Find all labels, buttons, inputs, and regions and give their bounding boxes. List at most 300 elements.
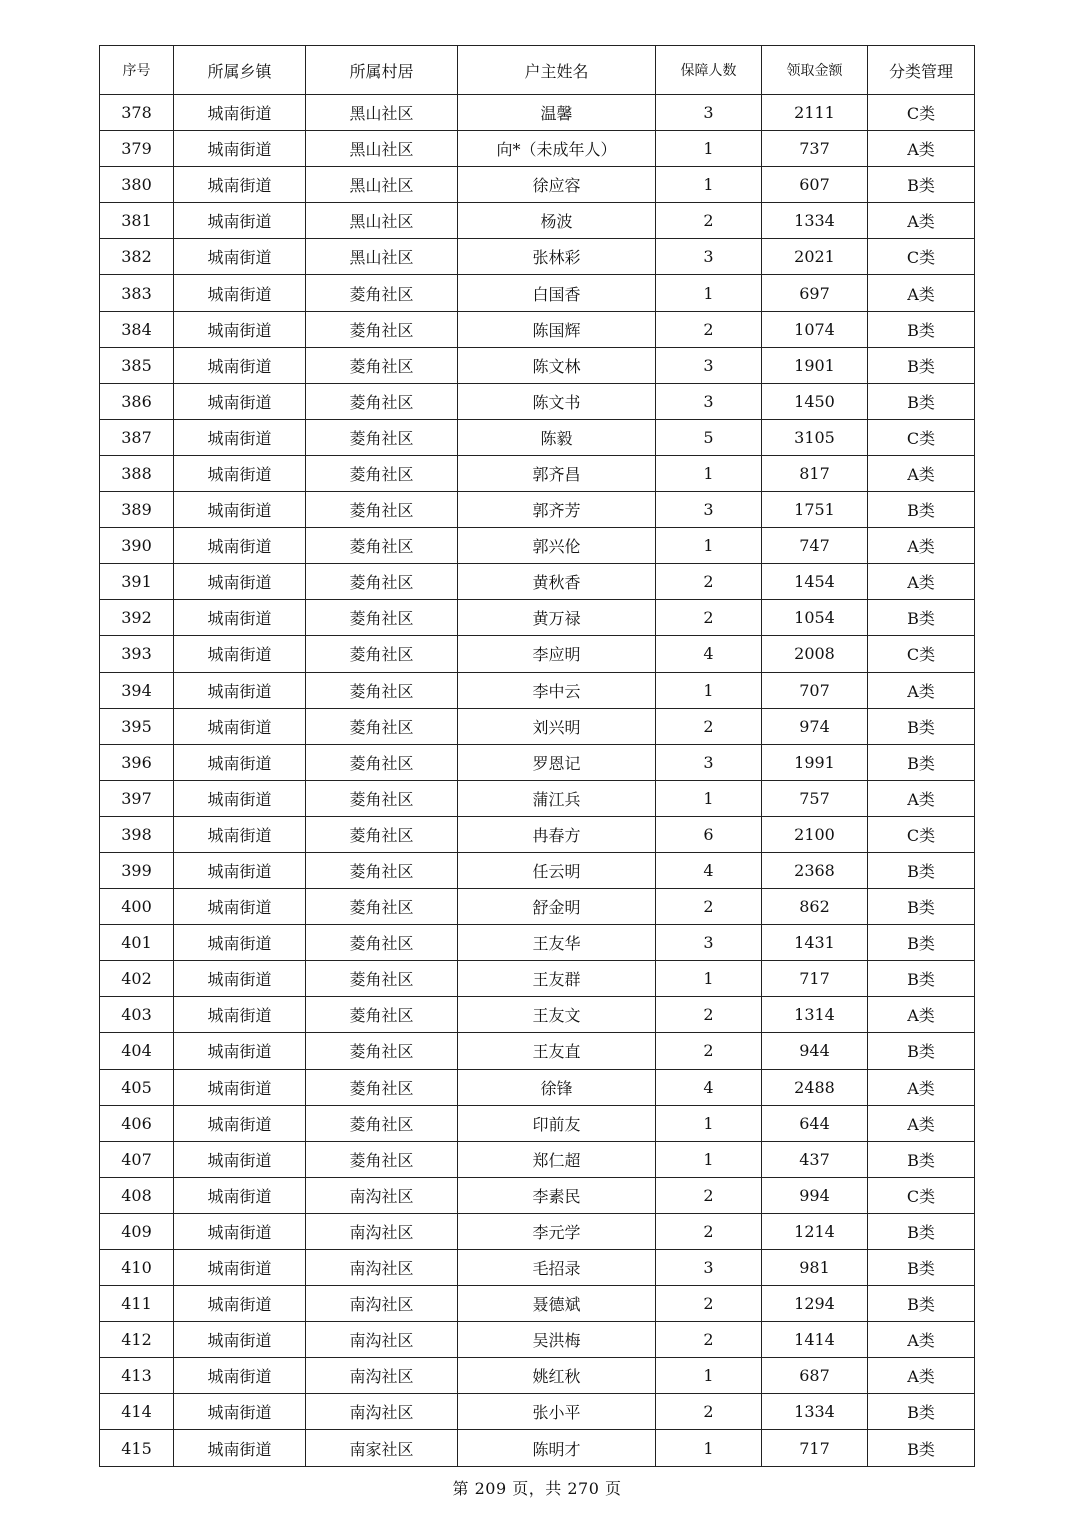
cell-insured-count: 3 (656, 383, 762, 419)
cell-householder: 聂德斌 (458, 1286, 656, 1322)
cell-insured-count: 2 (656, 600, 762, 636)
cell-category: B类 (868, 925, 975, 961)
cell-village: 黑山社区 (306, 167, 458, 203)
cell-serial: 414 (100, 1394, 174, 1430)
cell-amount: 1074 (762, 311, 868, 347)
cell-category: A类 (868, 528, 975, 564)
cell-township: 城南街道 (174, 1105, 306, 1141)
header-insured-count: 保障人数 (656, 46, 762, 95)
cell-township: 城南街道 (174, 672, 306, 708)
cell-village: 菱角社区 (306, 780, 458, 816)
cell-serial: 393 (100, 636, 174, 672)
header-row (100, 46, 975, 95)
cell-householder: 杨波 (458, 203, 656, 239)
cell-village: 南沟社区 (306, 1358, 458, 1394)
cell-householder: 郭齐芳 (458, 492, 656, 528)
table-row (100, 1250, 975, 1286)
cell-serial: 410 (100, 1250, 174, 1286)
cell-village: 黑山社区 (306, 131, 458, 167)
cell-category: B类 (868, 383, 975, 419)
cell-serial: 378 (100, 95, 174, 131)
cell-amount: 2100 (762, 816, 868, 852)
cell-village: 菱角社区 (306, 275, 458, 311)
cell-insured-count: 1 (656, 780, 762, 816)
cell-category: C类 (868, 95, 975, 131)
cell-insured-count: 1 (656, 455, 762, 491)
cell-amount: 1214 (762, 1213, 868, 1249)
cell-serial: 389 (100, 492, 174, 528)
cell-village: 菱角社区 (306, 925, 458, 961)
table-row (100, 1141, 975, 1177)
cell-householder: 王友群 (458, 961, 656, 997)
cell-township: 城南街道 (174, 1141, 306, 1177)
cell-township: 城南街道 (174, 239, 306, 275)
table-row (100, 95, 975, 131)
cell-amount: 757 (762, 780, 868, 816)
cell-category: A类 (868, 1358, 975, 1394)
cell-householder: 任云明 (458, 852, 656, 888)
cell-category: A类 (868, 1105, 975, 1141)
cell-village: 南沟社区 (306, 1286, 458, 1322)
table-header (100, 46, 975, 95)
cell-township: 城南街道 (174, 600, 306, 636)
cell-serial: 384 (100, 311, 174, 347)
cell-insured-count: 4 (656, 1069, 762, 1105)
cell-insured-count: 2 (656, 1322, 762, 1358)
cell-township: 城南街道 (174, 528, 306, 564)
cell-amount: 944 (762, 1033, 868, 1069)
table-row (100, 239, 975, 275)
cell-township: 城南街道 (174, 744, 306, 780)
cell-amount: 737 (762, 131, 868, 167)
cell-category: A类 (868, 455, 975, 491)
cell-householder: 蒲江兵 (458, 780, 656, 816)
table-row (100, 1286, 975, 1322)
header-householder: 户主姓名 (458, 46, 656, 95)
cell-amount: 2488 (762, 1069, 868, 1105)
cell-township: 城南街道 (174, 780, 306, 816)
cell-amount: 717 (762, 961, 868, 997)
cell-township: 城南街道 (174, 1358, 306, 1394)
table-row (100, 528, 975, 564)
header-amount: 领取金额 (762, 46, 868, 95)
cell-village: 菱角社区 (306, 708, 458, 744)
cell-insured-count: 1 (656, 275, 762, 311)
cell-insured-count: 4 (656, 852, 762, 888)
cell-village: 菱角社区 (306, 961, 458, 997)
cell-township: 城南街道 (174, 708, 306, 744)
cell-amount: 644 (762, 1105, 868, 1141)
table-row (100, 1394, 975, 1430)
cell-insured-count: 1 (656, 131, 762, 167)
cell-insured-count: 2 (656, 311, 762, 347)
cell-householder: 张林彩 (458, 239, 656, 275)
cell-householder: 黄秋香 (458, 564, 656, 600)
cell-householder: 徐锋 (458, 1069, 656, 1105)
cell-householder: 毛招录 (458, 1250, 656, 1286)
cell-serial: 411 (100, 1286, 174, 1322)
cell-village: 菱角社区 (306, 492, 458, 528)
header-category: 分类管理 (868, 46, 975, 95)
cell-householder: 陈毅 (458, 419, 656, 455)
cell-insured-count: 2 (656, 889, 762, 925)
cell-insured-count: 1 (656, 1141, 762, 1177)
cell-category: A类 (868, 997, 975, 1033)
cell-householder: 陈文林 (458, 347, 656, 383)
cell-category: A类 (868, 564, 975, 600)
cell-category: B类 (868, 961, 975, 997)
cell-serial: 387 (100, 419, 174, 455)
cell-village: 菱角社区 (306, 1033, 458, 1069)
cell-category: C类 (868, 419, 975, 455)
cell-village: 菱角社区 (306, 852, 458, 888)
cell-village: 菱角社区 (306, 636, 458, 672)
table-row (100, 816, 975, 852)
cell-householder: 李应明 (458, 636, 656, 672)
cell-township: 城南街道 (174, 383, 306, 419)
cell-category: B类 (868, 1250, 975, 1286)
cell-insured-count: 2 (656, 564, 762, 600)
cell-category: B类 (868, 744, 975, 780)
table-row (100, 780, 975, 816)
cell-township: 城南街道 (174, 167, 306, 203)
cell-insured-count: 1 (656, 1430, 762, 1466)
cell-serial: 394 (100, 672, 174, 708)
cell-insured-count: 2 (656, 997, 762, 1033)
cell-amount: 862 (762, 889, 868, 925)
cell-amount: 1334 (762, 203, 868, 239)
cell-township: 城南街道 (174, 1250, 306, 1286)
cell-category: B类 (868, 1033, 975, 1069)
cell-serial: 415 (100, 1430, 174, 1466)
cell-serial: 413 (100, 1358, 174, 1394)
cell-village: 南沟社区 (306, 1394, 458, 1430)
cell-serial: 380 (100, 167, 174, 203)
cell-amount: 981 (762, 1250, 868, 1286)
cell-category: B类 (868, 852, 975, 888)
cell-insured-count: 2 (656, 203, 762, 239)
cell-householder: 姚红秋 (458, 1358, 656, 1394)
cell-village: 南家社区 (306, 1430, 458, 1466)
cell-amount: 1454 (762, 564, 868, 600)
cell-householder: 吴洪梅 (458, 1322, 656, 1358)
cell-township: 城南街道 (174, 419, 306, 455)
cell-serial: 402 (100, 961, 174, 997)
cell-serial: 391 (100, 564, 174, 600)
cell-category: A类 (868, 780, 975, 816)
cell-amount: 2008 (762, 636, 868, 672)
cell-village: 黑山社区 (306, 203, 458, 239)
cell-insured-count: 6 (656, 816, 762, 852)
table-row (100, 1213, 975, 1249)
cell-insured-count: 4 (656, 636, 762, 672)
cell-amount: 1901 (762, 347, 868, 383)
table-row (100, 1322, 975, 1358)
cell-serial: 408 (100, 1177, 174, 1213)
cell-householder: 刘兴明 (458, 708, 656, 744)
table-row (100, 636, 975, 672)
table-row (100, 997, 975, 1033)
cell-householder: 舒金明 (458, 889, 656, 925)
cell-township: 城南街道 (174, 311, 306, 347)
cell-serial: 404 (100, 1033, 174, 1069)
cell-serial: 392 (100, 600, 174, 636)
cell-insured-count: 3 (656, 95, 762, 131)
cell-township: 城南街道 (174, 1394, 306, 1430)
table-row (100, 925, 975, 961)
cell-serial: 407 (100, 1141, 174, 1177)
table-row (100, 383, 975, 419)
cell-category: A类 (868, 1322, 975, 1358)
cell-insured-count: 3 (656, 239, 762, 275)
cell-insured-count: 3 (656, 347, 762, 383)
cell-category: B类 (868, 1141, 975, 1177)
cell-township: 城南街道 (174, 816, 306, 852)
cell-serial: 382 (100, 239, 174, 275)
cell-amount: 1991 (762, 744, 868, 780)
cell-village: 菱角社区 (306, 419, 458, 455)
cell-township: 城南街道 (174, 1213, 306, 1249)
table-row (100, 744, 975, 780)
cell-village: 菱角社区 (306, 889, 458, 925)
cell-village: 菱角社区 (306, 455, 458, 491)
cell-amount: 1314 (762, 997, 868, 1033)
cell-amount: 697 (762, 275, 868, 311)
cell-category: B类 (868, 347, 975, 383)
cell-category: B类 (868, 708, 975, 744)
table-row (100, 1069, 975, 1105)
cell-insured-count: 2 (656, 1394, 762, 1430)
cell-insured-count: 2 (656, 1213, 762, 1249)
cell-insured-count: 1 (656, 167, 762, 203)
cell-householder: 张小平 (458, 1394, 656, 1430)
cell-amount: 2111 (762, 95, 868, 131)
table-row (100, 275, 975, 311)
cell-village: 菱角社区 (306, 311, 458, 347)
table-row (100, 347, 975, 383)
cell-householder: 王友华 (458, 925, 656, 961)
cell-serial: 379 (100, 131, 174, 167)
cell-township: 城南街道 (174, 275, 306, 311)
cell-amount: 1294 (762, 1286, 868, 1322)
table-row (100, 1358, 975, 1394)
cell-insured-count: 3 (656, 925, 762, 961)
cell-serial: 388 (100, 455, 174, 491)
cell-village: 菱角社区 (306, 997, 458, 1033)
cell-amount: 974 (762, 708, 868, 744)
table-row (100, 419, 975, 455)
cell-village: 菱角社区 (306, 564, 458, 600)
cell-village: 菱角社区 (306, 816, 458, 852)
cell-serial: 397 (100, 780, 174, 816)
assistance-table (99, 45, 975, 1467)
cell-category: B类 (868, 1213, 975, 1249)
cell-category: C类 (868, 1177, 975, 1213)
cell-township: 城南街道 (174, 1322, 306, 1358)
cell-amount: 1431 (762, 925, 868, 961)
cell-amount: 3105 (762, 419, 868, 455)
cell-householder: 郑仁超 (458, 1141, 656, 1177)
cell-insured-count: 3 (656, 492, 762, 528)
cell-village: 菱角社区 (306, 600, 458, 636)
cell-householder: 郭齐昌 (458, 455, 656, 491)
cell-category: C类 (868, 239, 975, 275)
cell-category: A类 (868, 203, 975, 239)
cell-householder: 罗恩记 (458, 744, 656, 780)
cell-serial: 385 (100, 347, 174, 383)
cell-serial: 399 (100, 852, 174, 888)
cell-insured-count: 1 (656, 1358, 762, 1394)
cell-serial: 398 (100, 816, 174, 852)
cell-category: A类 (868, 275, 975, 311)
table-row (100, 889, 975, 925)
cell-amount: 607 (762, 167, 868, 203)
cell-village: 南沟社区 (306, 1177, 458, 1213)
cell-insured-count: 5 (656, 419, 762, 455)
cell-householder: 李素民 (458, 1177, 656, 1213)
cell-township: 城南街道 (174, 889, 306, 925)
cell-insured-count: 1 (656, 961, 762, 997)
cell-householder: 徐应容 (458, 167, 656, 203)
cell-serial: 403 (100, 997, 174, 1033)
table-row (100, 1430, 975, 1466)
cell-village: 菱角社区 (306, 672, 458, 708)
cell-village: 菱角社区 (306, 1141, 458, 1177)
table-row (100, 492, 975, 528)
cell-householder: 黄万禄 (458, 600, 656, 636)
cell-amount: 1334 (762, 1394, 868, 1430)
cell-township: 城南街道 (174, 492, 306, 528)
cell-insured-count: 1 (656, 672, 762, 708)
cell-category: B类 (868, 889, 975, 925)
cell-township: 城南街道 (174, 1286, 306, 1322)
cell-insured-count: 1 (656, 528, 762, 564)
cell-township: 城南街道 (174, 1430, 306, 1466)
cell-householder: 白国香 (458, 275, 656, 311)
cell-householder: 向*（未成年人） (458, 131, 656, 167)
cell-village: 南沟社区 (306, 1250, 458, 1286)
cell-township: 城南街道 (174, 203, 306, 239)
cell-village: 菱角社区 (306, 347, 458, 383)
cell-serial: 390 (100, 528, 174, 564)
cell-insured-count: 2 (656, 1033, 762, 1069)
table-row (100, 131, 975, 167)
cell-serial: 409 (100, 1213, 174, 1249)
cell-insured-count: 2 (656, 708, 762, 744)
cell-township: 城南街道 (174, 961, 306, 997)
cell-township: 城南街道 (174, 636, 306, 672)
cell-householder: 温馨 (458, 95, 656, 131)
header-serial: 序号 (100, 46, 174, 95)
cell-township: 城南街道 (174, 347, 306, 383)
cell-serial: 412 (100, 1322, 174, 1358)
table-body (100, 95, 975, 1467)
table-row (100, 564, 975, 600)
cell-insured-count: 3 (656, 744, 762, 780)
cell-amount: 994 (762, 1177, 868, 1213)
cell-amount: 437 (762, 1141, 868, 1177)
cell-serial: 406 (100, 1105, 174, 1141)
cell-village: 黑山社区 (306, 239, 458, 275)
cell-category: A类 (868, 1069, 975, 1105)
cell-village: 南沟社区 (306, 1322, 458, 1358)
cell-serial: 401 (100, 925, 174, 961)
cell-serial: 396 (100, 744, 174, 780)
table-row (100, 455, 975, 491)
cell-amount: 1054 (762, 600, 868, 636)
cell-category: A类 (868, 672, 975, 708)
cell-serial: 395 (100, 708, 174, 744)
cell-amount: 817 (762, 455, 868, 491)
cell-village: 菱角社区 (306, 1105, 458, 1141)
header-village: 所属村居 (306, 46, 458, 95)
cell-amount: 1414 (762, 1322, 868, 1358)
cell-serial: 405 (100, 1069, 174, 1105)
cell-serial: 386 (100, 383, 174, 419)
cell-village: 菱角社区 (306, 528, 458, 564)
cell-householder: 李元学 (458, 1213, 656, 1249)
cell-category: B类 (868, 1286, 975, 1322)
cell-village: 菱角社区 (306, 1069, 458, 1105)
cell-category: B类 (868, 492, 975, 528)
cell-category: B类 (868, 1394, 975, 1430)
cell-householder: 王友直 (458, 1033, 656, 1069)
cell-householder: 王友文 (458, 997, 656, 1033)
table-row (100, 1105, 975, 1141)
cell-amount: 2021 (762, 239, 868, 275)
cell-amount: 717 (762, 1430, 868, 1466)
cell-category: B类 (868, 167, 975, 203)
cell-householder: 陈明才 (458, 1430, 656, 1466)
table-row (100, 167, 975, 203)
page-number: 第 209 页，共 270 页 (452, 1479, 622, 1498)
table-row (100, 311, 975, 347)
cell-township: 城南街道 (174, 852, 306, 888)
cell-amount: 1450 (762, 383, 868, 419)
cell-serial: 381 (100, 203, 174, 239)
header-township: 所属乡镇 (174, 46, 306, 95)
cell-township: 城南街道 (174, 131, 306, 167)
table-row (100, 708, 975, 744)
cell-serial: 383 (100, 275, 174, 311)
table-row (100, 672, 975, 708)
cell-insured-count: 1 (656, 1105, 762, 1141)
cell-category: C类 (868, 816, 975, 852)
cell-amount: 2368 (762, 852, 868, 888)
cell-householder: 李中云 (458, 672, 656, 708)
cell-category: B类 (868, 1430, 975, 1466)
cell-township: 城南街道 (174, 455, 306, 491)
cell-village: 菱角社区 (306, 383, 458, 419)
cell-township: 城南街道 (174, 997, 306, 1033)
cell-insured-count: 2 (656, 1286, 762, 1322)
cell-insured-count: 2 (656, 1177, 762, 1213)
cell-village: 南沟社区 (306, 1213, 458, 1249)
cell-township: 城南街道 (174, 1033, 306, 1069)
table-row (100, 1177, 975, 1213)
cell-householder: 印前友 (458, 1105, 656, 1141)
cell-township: 城南街道 (174, 925, 306, 961)
cell-category: B类 (868, 311, 975, 347)
cell-householder: 陈国辉 (458, 311, 656, 347)
cell-householder: 郭兴伦 (458, 528, 656, 564)
table-row (100, 852, 975, 888)
cell-village: 黑山社区 (306, 95, 458, 131)
cell-township: 城南街道 (174, 95, 306, 131)
table-row (100, 961, 975, 997)
cell-township: 城南街道 (174, 564, 306, 600)
cell-insured-count: 3 (656, 1250, 762, 1286)
